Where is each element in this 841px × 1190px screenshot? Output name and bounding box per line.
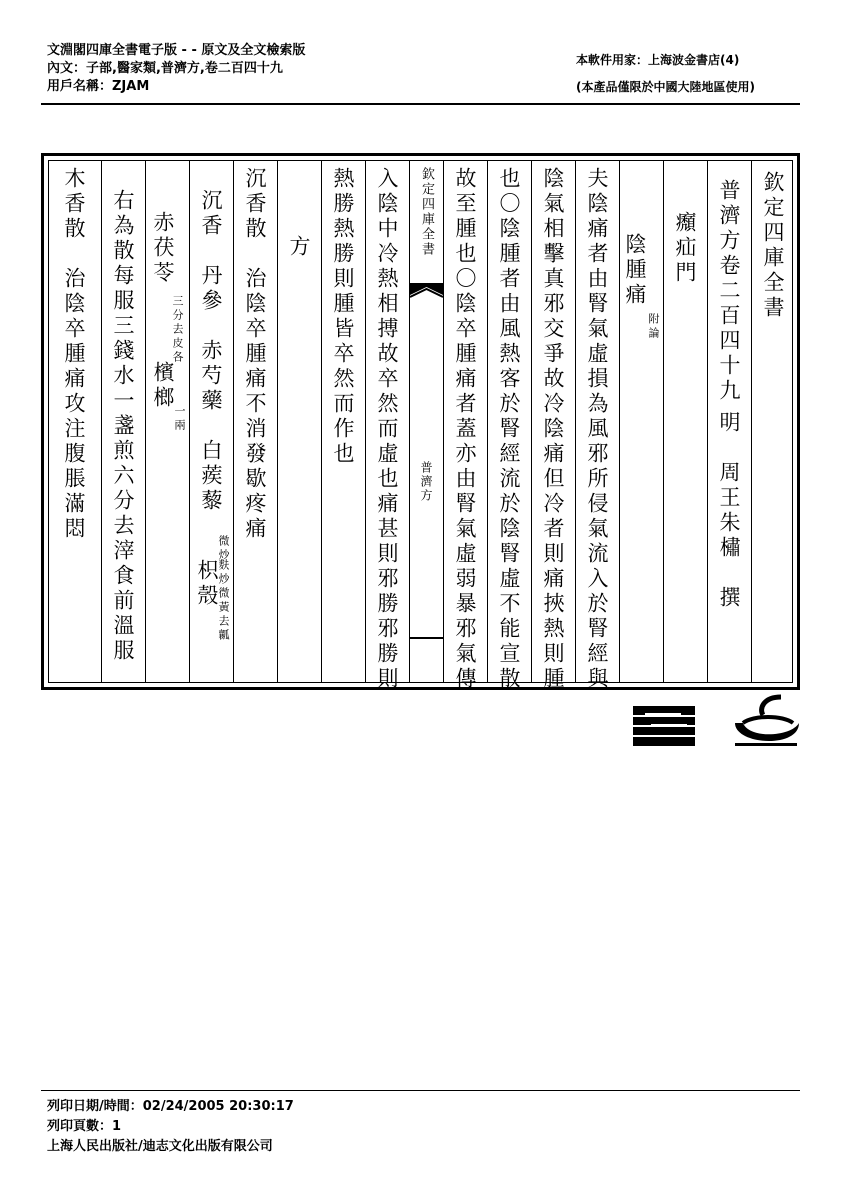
column-8 [443,161,487,692]
ingredients-line-1: 沉香 丹參 赤芍藥 白蒺藜 [199,189,223,514]
formula-heading: 方 [287,235,311,260]
publisher-logo-icon [631,693,803,753]
header-user: 用戶名稱：ZJAM [47,79,150,94]
print-page-count: 列印頁數：1 [47,1119,122,1134]
ingredient-chifuling: 赤茯苓 [151,211,175,286]
header-rule [41,103,800,105]
header-left [47,42,305,96]
column-14 [145,161,189,682]
footer [47,1097,294,1157]
column-10 [321,161,365,682]
ingredient-note-1: 微炒 [217,535,230,563]
publisher-line: 上海人民出版社/迪志文化出版有限公司 [47,1139,273,1154]
fish-tail-mark [410,283,443,313]
book-title: 欽定四庫全書 [761,171,785,321]
column-5 [575,161,619,692]
prescription-title-1: 沉香散 治陰卒腫痛不消發歇疼痛 [243,167,267,542]
column-4 [619,161,663,682]
column-3 [663,161,707,682]
column-9 [365,161,409,692]
ingredient-note-3: 三分去皮各 [171,295,184,365]
footer-rule [41,1090,800,1091]
column-11 [277,161,321,682]
header-content-path: 內文：子部,醫家類,普濟方,卷二百四十九 [47,61,283,76]
text-column-8: 故至腫也〇陰卒腫痛者蓋亦由腎氣虛弱暴邪氣傳 [453,167,477,692]
subsection-heading: 陰腫痛 [623,233,647,308]
ingredient-note-2: 麩炒微黃去瓤 [217,559,230,643]
fold-book-title: 欽定四庫全書 [419,167,434,257]
column-13 [189,161,233,682]
column-15 [101,161,145,682]
column-6 [531,161,575,692]
section-heading: 㿗疝門 [673,211,697,286]
ingredient-note-4: 一兩 [173,405,186,433]
header-title: 文淵閣四庫全書電子版 - - 原文及全文檢索版 [47,43,306,58]
book-page-frame [41,153,800,690]
volume-title: 普濟方卷二百四十九 [717,179,741,404]
column-1 [751,161,794,682]
column-2 [707,161,751,682]
header-right [576,47,755,101]
subsection-note: 附論 [647,313,660,341]
text-column-6: 陰氣相擊真邪交爭故冷陰痛但冷者則痛挾熱則腫 [541,167,565,692]
text-column-10: 熱勝熱勝則腫皆卒然而作也 [331,167,355,467]
column-16 [49,161,101,682]
column-12 [233,161,277,682]
fold-section-name: 普濟方 [419,461,433,503]
center-fold-column [409,161,443,682]
text-column-5: 夫陰痛者由腎氣虛損為風邪所侵氣流入於腎經與 [585,167,609,692]
book-page-inner [48,160,793,692]
header-licensee: 本軟件用家：上海波金書店(4) [576,53,740,67]
prescription-title-2: 木香散 治陰卒腫痛攻注腹脹滿悶 [62,167,86,542]
fold-lower-mark [410,637,443,639]
text-column-9: 入陰中冷熱相搏故卒然而虛也痛甚則邪勝邪勝則 [375,167,399,692]
dosage-instructions: 右為散每服三錢水一盞煎六分去滓食前溫服 [111,189,135,664]
print-datetime: 列印日期/時間：02/24/2005 20:30:17 [47,1099,294,1114]
ingredient-binglang: 檳榔 [151,361,175,411]
ingredient-zhike: 枳殼 [195,559,219,609]
author-line: 明 周王朱橚 撰 [717,411,741,611]
header-region-note: (本產品僅限於中國大陸地區使用) [576,80,755,94]
text-column-7: 也〇陰腫者由風熱客於腎經流於陰腎虛不能宣散 [497,167,521,692]
column-7 [487,161,531,692]
